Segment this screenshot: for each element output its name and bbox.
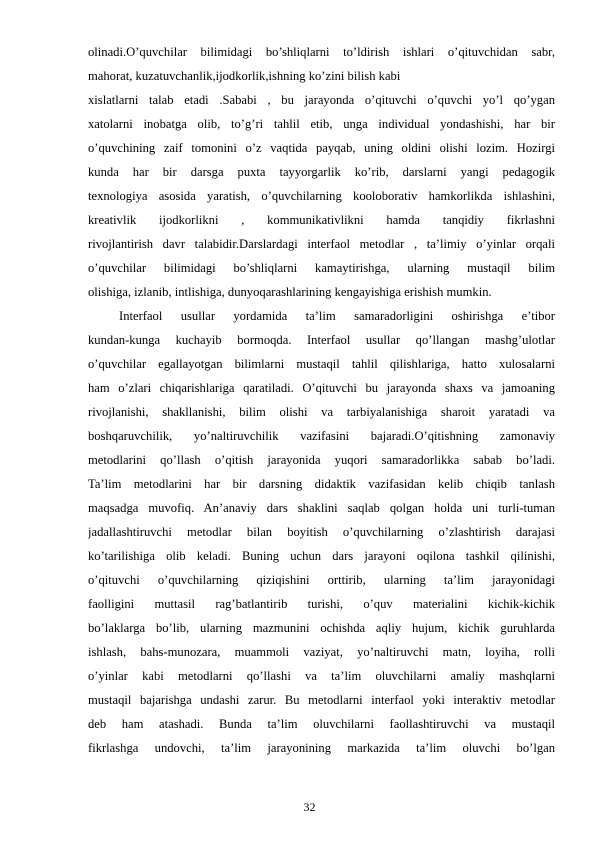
text-line: kunda har bir darsga puxta tayyorgarlik ko’rib, darslarni yangi pedagogik (88, 165, 555, 179)
text-line: faolligini muttasil rag’batlantirib turishi, o’quv materialini kichik-kichik (88, 597, 555, 611)
text-line: ko’tarilishiga olib keladi. Buning uchun dars jarayoni oqilona tashkil qilinishi, (88, 549, 555, 563)
text-line: olinadi.O’quvchilar bilimidagi bo’shliqlarni to’ldirish ishlari o’qituvchidan sabr, (88, 45, 555, 59)
text-line: olishiga, izlanib, intlishiga, dunyoqarashlarining kengayishiga erishish mumkin. (88, 285, 492, 299)
text-line: texnologiya asosida yaratish, o’quvchilarning kooloborativ hamkorlikda ishlashini, (88, 189, 555, 203)
text-line: deb ham atashadi. Bunda ta’lim oluvchilarni faollashtiruvchi va mustaqil (88, 717, 555, 731)
document-page (88, 40, 555, 760)
text-line: kreativlik ijodkorlikni , kommunikativlikni hamda tanqidiy fikrlashni (88, 213, 555, 227)
text-line: rivojlantirish davr talabidir.Darslardagi interfaol metodlar , ta’limiy o’yinlar orqali (88, 237, 555, 251)
page-number: 32 (303, 800, 316, 814)
text-line: ham o’zlari chiqarishlariga qaratiladi. O’qituvchi bu jarayonda shaxs va jamoaning (88, 381, 555, 395)
text-line: mahorat, kuzatuvchanlik,ijodkorlik,ishning ko’zini bilish kabi (88, 69, 401, 83)
text-line: o’quvchining zaif tomonini o’z vaqtida payqab, uning oldini olishi lozim. Hozirgi (88, 141, 555, 155)
text-line: metodlarini qo’llash o’qitish jarayonida yuqori samaradorlikka sabab bo’ladi. (88, 453, 555, 467)
text-line: rivojlanishi, shakllanishi, bilim olishi va tarbiyalanishiga sharoit yaratadi va (88, 405, 555, 419)
text-line: o’quvchilar bilimidagi bo’shliqlarni kamaytirishga, ularning mustaqil bilim (88, 261, 555, 275)
text-line: xislatlarni talab etadi .Sababi , bu jarayonda o’qituvchi o’quvchi yo’l qo’ygan (88, 93, 555, 107)
text-line: mustaqil bajarishga undashi zarur. Bu metodlarni interfaol yoki interaktiv metodlar (88, 693, 555, 707)
text-line: bo’laklarga bo’lib, ularning mazmunini ochishda aqliy hujum, kichik guruhlarda (88, 621, 555, 635)
text-line: boshqaruvchilik, yo’naltiruvchilik vazifasini bajaradi.O’qitishning zamonaviy (88, 429, 555, 443)
text-line: o’quvchilar egallayotgan bilimlarni mustaqil tahlil qilishlariga, hatto xulosalarni (88, 357, 555, 371)
text-line: maqsadga muvofiq. An’anaviy dars shaklini saqlab qolgan holda uni turli-tuman (88, 501, 555, 515)
text-line: fikrlashga undovchi, ta’lim jarayonining markazida ta’lim oluvchi bo’lgan (88, 741, 555, 755)
text-line: xatolarni inobatga olib, to’g’ri tahlil etib, unga individual yondashishi, har bir (88, 117, 555, 131)
text-line: kundan-kunga kuchayib bormoqda. Interfaol usullar qo’llangan mashg’ulotlar (88, 333, 555, 347)
text-line: o’yinlar kabi metodlarni qo’llashi va ta’lim oluvchilarni amaliy mashqlarni (88, 669, 555, 683)
text-line: ishlash, bahs-munozara, muammoli vaziyat, yo’naltiruvchi matn, loyiha, rolli (88, 645, 555, 659)
text-line: jadallashtiruvchi metodlar bilan boyitish o’quvchilarning o’zlashtirish darajasi (88, 525, 555, 539)
paragraph-first-line: Interfaol usullar yordamida ta’lim samaradorligini oshirishga e’tibor (119, 309, 555, 323)
text-line: Ta’lim metodlarini har bir darsning didaktik vazifasidan kelib chiqib tanlash (88, 477, 555, 491)
text-line: o’qituvchi o’quvchilarning qiziqishini orttirib, ularning ta’lim jarayonidagi (88, 573, 555, 587)
